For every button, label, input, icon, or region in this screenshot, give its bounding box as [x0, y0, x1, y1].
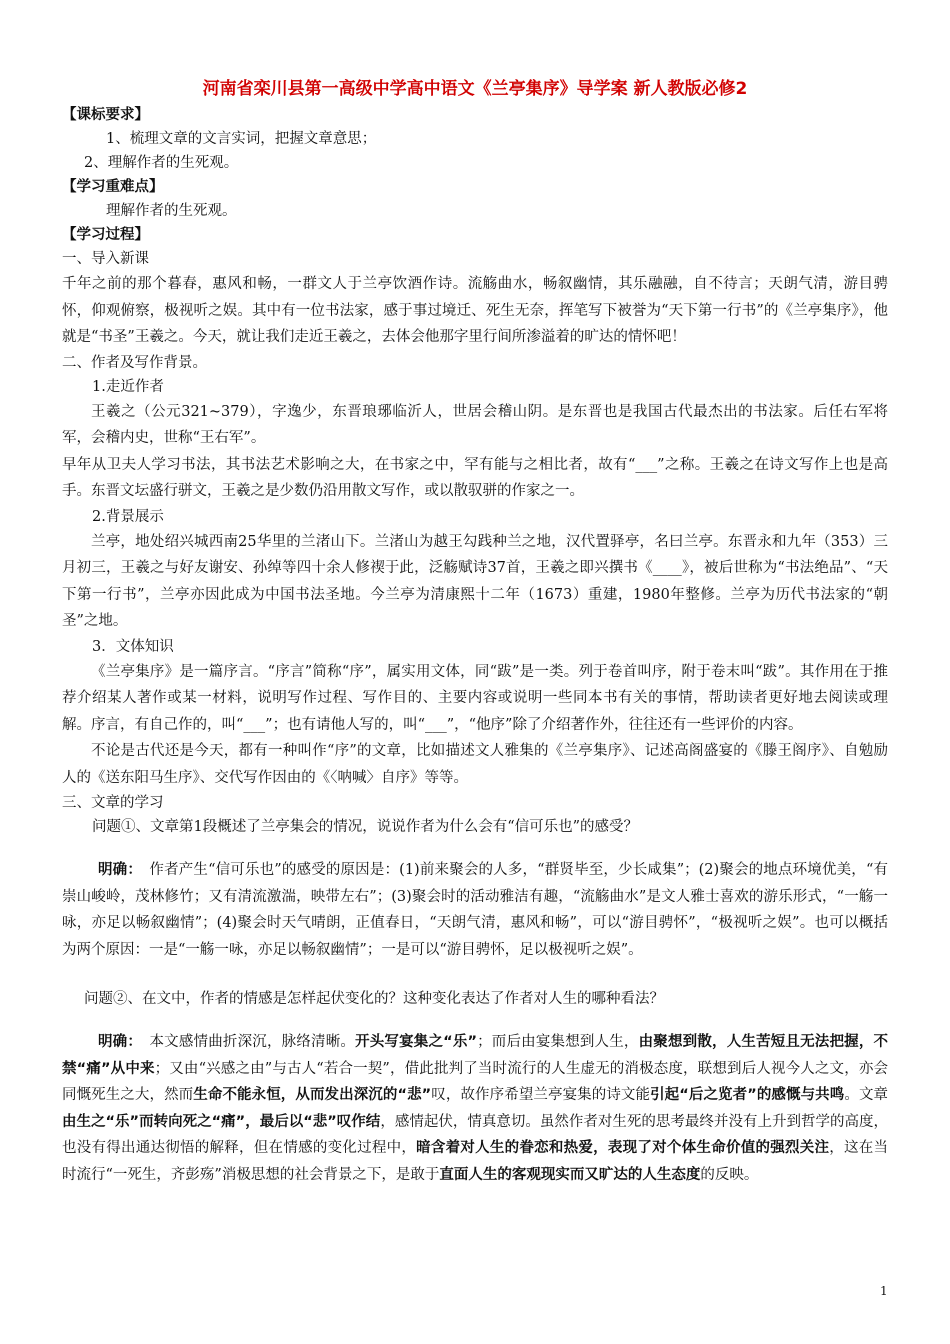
answer-2-bold: 直面人生的客观现实而又旷达的人生态度 — [439, 1166, 701, 1183]
answer-2-bold: 暗含着对人生的眷恋和热爱，表现了对个体生命价值的强烈关注 — [416, 1140, 830, 1156]
s2-heading: 二、作者及写作背景。 — [62, 354, 207, 371]
s1-heading: 一、导入新课 — [62, 251, 149, 267]
answer-1-label: 明确： — [98, 862, 135, 878]
kebiao-item-1: 1、梳理文章的文言实词，把握文章意思； — [106, 131, 377, 147]
s2-paragraph-2: 早年从卫夫人学习书法，其书法艺术影响之大，在书家之中，罕有能与之相比者，故有“___”之称。王羲之在诗文写作上也是高手。东晋文坛盛行骈文，王羲之是少数仍沿用散文写作，或以散驭骈的作家之一。 — [62, 456, 888, 499]
s2-sub3: 3．文体知识 — [92, 638, 174, 655]
answer-2-bold: 生命不能永恒，从而发出深沉的“悲” — [193, 1087, 432, 1103]
answer-2-text: ，感情起伏，情真意切。虽然作者对生死的思考最终并没有上升到哲学的高度，也没有得出通达彻悟的解释，但在情感的变化过程中， — [62, 1113, 888, 1156]
section-zhongnan: 【学习重难点】 — [62, 179, 164, 195]
s2-sub1: 1.走近作者 — [92, 378, 164, 395]
answer-2-text: ；而后由宴集想到人生， — [477, 1034, 639, 1050]
answer-1-text: 作者产生“信可乐也”的感受的原因是：(1)前来聚会的人多，“群贤毕至，少长咸集”；(2)聚会的地点环境优美，“有崇山峻岭，茂林修竹；又有清流激湍，映带左右”；(3)聚会时的活动雅洁有趣，“流觞曲水”是文人雅士喜欢的游乐形式，“一觞一咏，亦足以畅叙幽情”；(4)聚会时天气晴朗，正值春日，“天朗气清，惠风和畅”，可以“游目骋怀”，“极视听之娱”。也可以概括为两个原因：一是“一觞一咏，亦足以畅叙幽情”；一是可以“游目骋怀，足以极视听之娱”。 — [62, 862, 889, 958]
question-1: 问题①、文章第1段概述了兰亭集会的情况，说说作者为什么会有“信可乐也”的感受？ — [92, 819, 639, 835]
s2-paragraph-5: 不论是古代还是今天，都有一种叫作“序”的文章，比如描述文人雅集的《兰亭集序》、记述高阁盛宴的《滕王阁序》、自勉励人的《送东阳马生序》、交代写作因由的《〈呐喊〉自序》等等。 — [62, 743, 888, 786]
answer-2 — [62, 1029, 888, 1188]
document-page — [62, 74, 888, 1188]
question-2: 问题②、在文中，作者的情感是怎样起伏变化的？这种变化表达了作者对人生的哪种看法？ — [84, 991, 664, 1007]
section-guocheng: 【学习过程】 — [62, 227, 149, 243]
s2-paragraph-3: 兰亭，地处绍兴城西南25华里的兰渚山下。兰渚山为越王勾践种兰之地，汉代置驿亭，名曰兰亭。东晋永和九年（353）三月初三，王羲之与好友谢安、孙绰等四十余人修禊于此，泛觞赋诗37首，王羲之即兴撰书《____》，被后世称为“书法绝品”、“天下第一行书”，兰亭亦因此成为中国书法圣地。今兰亭为清康熙十二年（1673）重建，1980年整修。兰亭为历代书法家的“朝圣”之地。 — [62, 533, 888, 629]
answer-2-text: ；又由“兴感之由”与古人“若合一契”，借此批判了当时流行的人生虚无的消极态度，联想到后人视今人之文，亦会同慨死生之大，然而 — [62, 1060, 888, 1103]
answer-2-text: 的反映。 — [700, 1166, 759, 1183]
answer-2-text: 叹，故作序希望兰亭宴集的诗文能 — [431, 1087, 651, 1103]
answer-2-label: 明确： — [98, 1034, 135, 1050]
s2-paragraph-4: 《兰亭集序》是一篇序言。“序言”简称“序”，属实用文体，同“跋”是一类。列于卷首叫序，附于卷末叫“跋”。其作用在于推荐介绍某人著作或某一材料，说明写作过程、写作目的、主要内容或说明一些同本书有关的事情，帮助读者更好地去阅读或理解。序言，有自己作的，叫“___”；也有请他人写的，叫“___”，“他序”除了介绍著作外，往往还有一些评价的内容。 — [62, 663, 888, 733]
answer-2-bold: 由生之“乐”而转向死之“痛”，最后以“悲”叹作结 — [62, 1113, 381, 1130]
answer-2-text: 。文章 — [844, 1087, 889, 1103]
answer-2-text: ，这在当时流行“一死生，齐彭殇”消极思想的社会背景之下，是敢于 — [62, 1140, 888, 1183]
answer-2-bold: 由聚想到散，人生苦短且无法把握，不禁“痛”从中来 — [62, 1034, 889, 1077]
answer-2-text: 本文感情曲折深沉，脉络清晰。 — [149, 1034, 356, 1050]
section-kebiao: 【课标要求】 — [62, 107, 149, 123]
document-title: 河南省栾川县第一高级中学高中语文《兰亭集序》导学案 新人教版必修2 — [202, 79, 748, 99]
s3-heading: 三、文章的学习 — [62, 795, 164, 811]
page-number: 1 — [880, 1284, 888, 1298]
answer-1 — [62, 857, 888, 963]
kebiao-item-2: 2、理解作者的生死观。 — [84, 155, 239, 171]
s2-sub2: 2.背景展示 — [92, 508, 164, 525]
answer-2-bold: 引起“后之览者”的感慨与共鸣 — [650, 1087, 845, 1103]
s1-paragraph: 千年之前的那个暮春，惠风和畅，一群文人于兰亭饮酒作诗。流觞曲水，畅叙幽情，其乐融融，自不待言；天朗气清，游目骋怀，仰观俯察，极视听之娱。其中有一位书法家，感于事过境迁、死生无奈，挥笔写下被誉为“天下第一行书”的《兰亭集序》，他就是“书圣”王羲之。今天，就让我们走近王羲之，去体会他那字里行间所渗溢着的旷达的情怀吧！ — [62, 276, 888, 345]
s2-paragraph-1: 王羲之（公元321~379），字逸少，东晋琅琊临沂人，世居会稽山阴。是东晋也是我国古代最杰出的书法家。后任右军将军，会稽内史，世称“王右军”。 — [62, 403, 888, 446]
zhongnan-text: 理解作者的生死观。 — [106, 203, 237, 219]
answer-2-bold: 开头写宴集之“乐” — [355, 1034, 478, 1050]
